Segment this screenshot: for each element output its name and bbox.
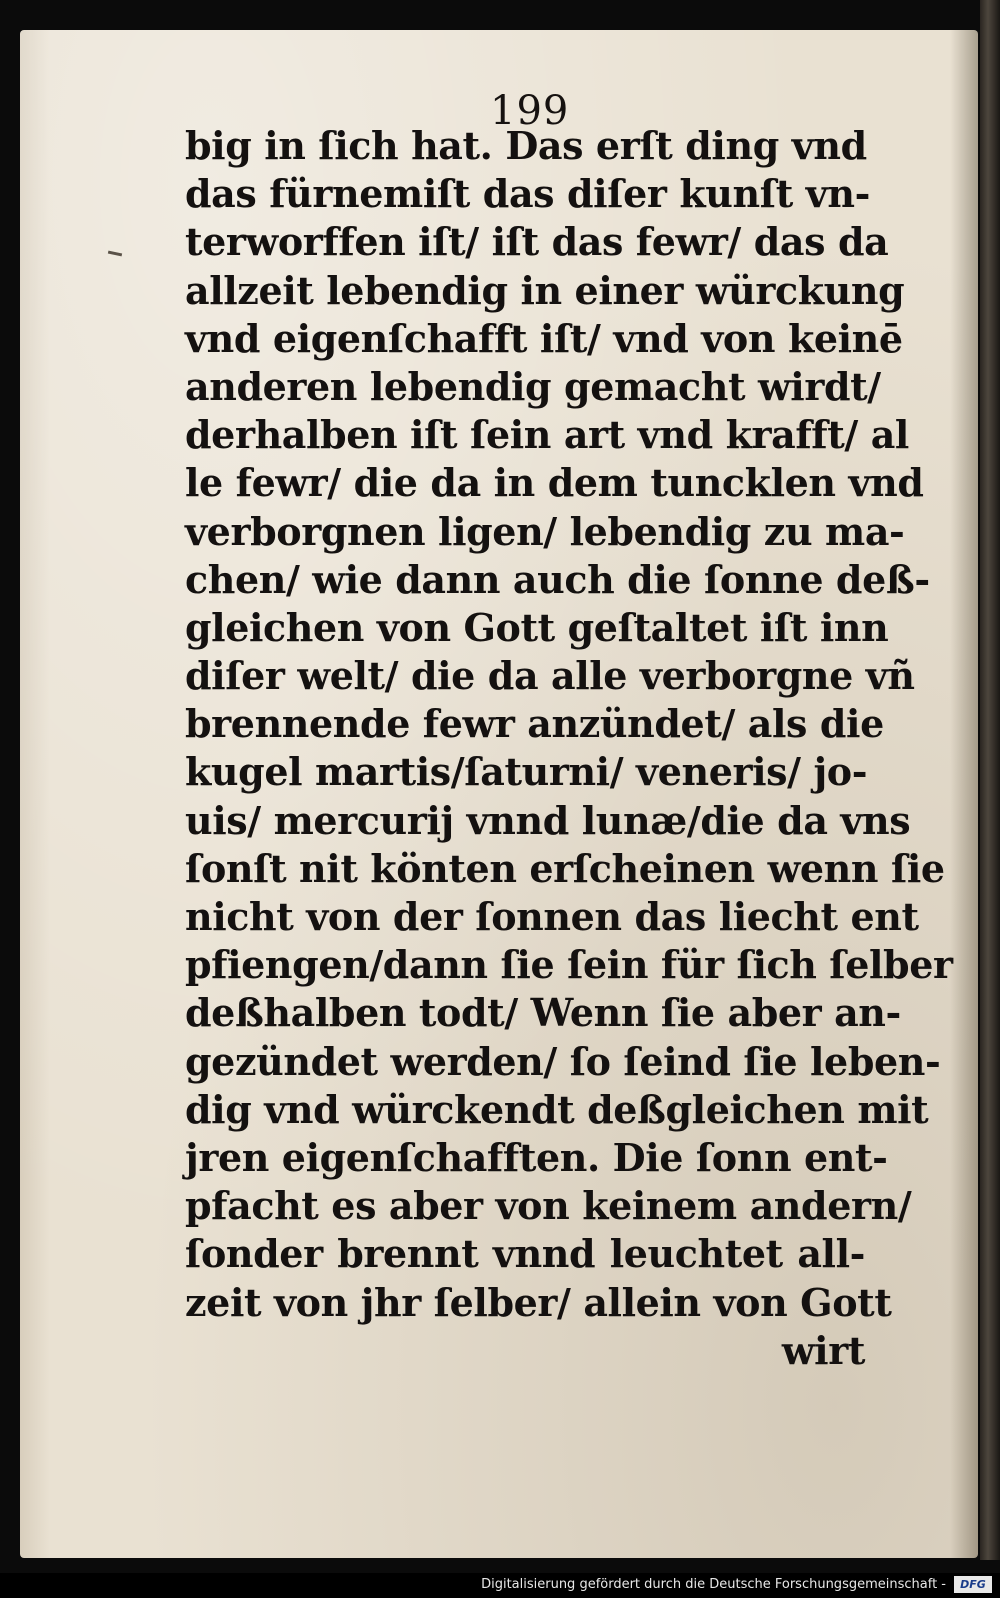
text-line: chen/ wie dann auch die ſonne deß-	[185, 556, 930, 602]
text-line: zeit von jhr ſelber/ allein von Gott	[185, 1279, 892, 1325]
text-line: brennende fewr anzündet/ als die	[185, 701, 884, 747]
text-line: ſonder brennt vnnd leuchtet all-	[185, 1231, 865, 1277]
text-line: pfiengen/dann ſie ſein für ſich ſelber	[185, 942, 953, 988]
text-line: verborgnen ligen/ lebendig zu ma-	[185, 508, 905, 554]
text-line: pfacht es aber von keinem andern/	[185, 1183, 912, 1229]
text-line: terworffen iſt/ iſt das fewr/ das da	[185, 219, 889, 265]
text-block	[185, 122, 953, 1375]
margin-mark	[108, 251, 122, 257]
text-line: vnd eigenſchafft iſt/ vnd von keinē	[185, 315, 903, 361]
text-line: big in ſich hat. Das erſt ding vnd	[185, 123, 867, 168]
text-line: anderen lebendig gemacht wirdt/	[185, 363, 881, 409]
book-page	[20, 30, 978, 1558]
page-number: 199	[490, 88, 570, 134]
funding-credit: Digitalisierung gefördert durch die Deutsche Forschungsgemeinschaft -	[481, 1577, 946, 1592]
text-line: diſer welt/ die da alle verborgne vñ	[185, 653, 915, 699]
book-edge	[980, 0, 1000, 1560]
text-line: le fewr/ die da in dem tuncklen vnd	[185, 460, 924, 506]
text-line: deßhalben todt/ Wenn ſie aber an-	[185, 990, 901, 1036]
catchword: wirt	[781, 1327, 865, 1373]
footer-bar	[0, 1573, 1000, 1598]
text-line: derhalben iſt ſein art vnd krafft/ al	[185, 412, 909, 458]
dfg-logo-icon: DFG	[954, 1576, 992, 1593]
text-line: dig vnd würckendt deßgleichen mit	[185, 1086, 929, 1132]
text-line: jren eigenſchafften. Die ſonn ent-	[185, 1134, 888, 1180]
text-line: kugel martis/ſaturni/ veneris/ jo-	[185, 749, 868, 795]
text-line: ſonſt nit könten erſcheinen wenn ſie	[185, 845, 945, 891]
text-line: allzeit lebendig in einer würckung	[185, 267, 905, 313]
text-line: uis/ mercurij vnnd lunæ/die da vns	[185, 797, 911, 843]
text-line: gezündet werden/ ſo ſeind ſie leben-	[185, 1038, 941, 1084]
text-line: das fürnemiſt das diſer kunſt vn-	[185, 171, 870, 217]
text-line: nicht von der ſonnen das liecht ent	[185, 894, 919, 939]
text-line: gleichen von Gott geſtaltet iſt inn	[185, 604, 889, 650]
